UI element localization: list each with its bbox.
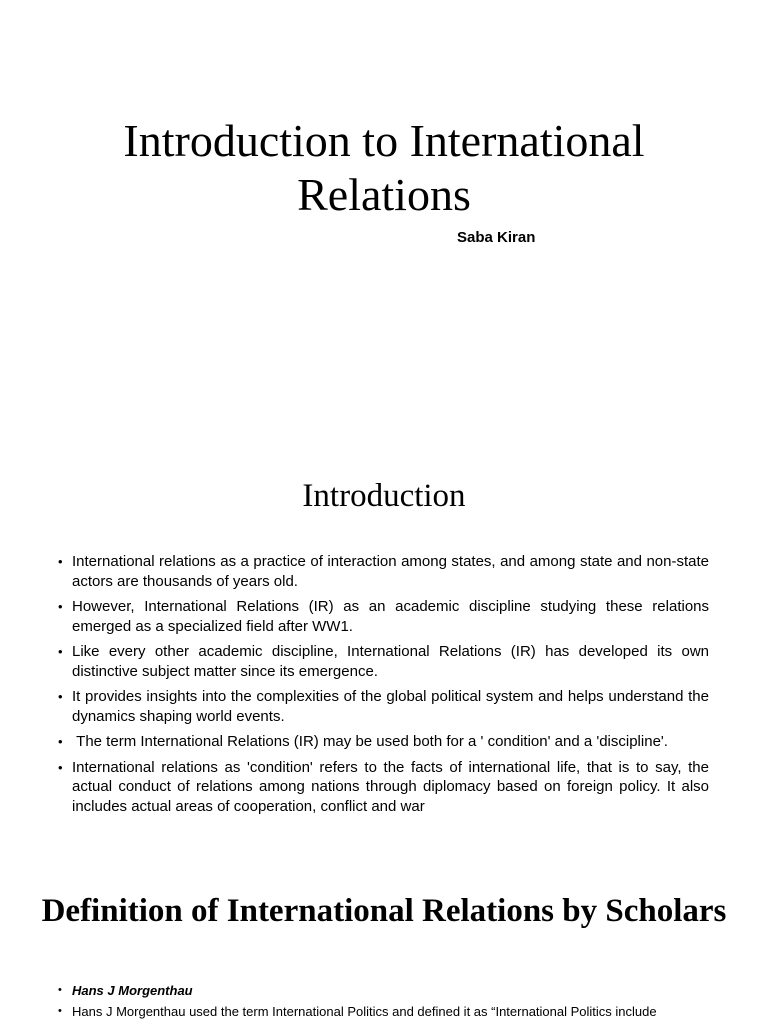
definitions-bullet-list: [56, 982, 709, 1024]
introduction-heading: Introduction: [302, 478, 466, 514]
bullet-item: [56, 642, 709, 681]
bullet-icon: •: [58, 554, 63, 569]
definitions-slide: [0, 860, 768, 1024]
bullet-item: [56, 982, 709, 999]
bullet-text: However, International Relations (IR) as an academic discipline studying these relations emerged as a specialized field after WW1.: [72, 598, 709, 635]
bullet-item: [56, 552, 709, 591]
scholar-name: Hans J Morgenthau: [72, 983, 193, 998]
bullet-icon: •: [58, 984, 62, 996]
introduction-slide: [0, 440, 768, 860]
bullet-icon: •: [58, 1005, 62, 1017]
bullet-icon: •: [58, 689, 63, 704]
bullet-item: [56, 1003, 709, 1020]
bullet-icon: •: [58, 734, 63, 749]
bullet-text: International relations as 'condition' refers to the facts of international life, that is to say, the actual conduct of relations among nations through diplomacy based on foreign policy. It also includes actual areas of cooperation, conflict and war: [72, 758, 709, 815]
bullet-icon: •: [58, 759, 63, 775]
bullet-item: [56, 758, 709, 817]
definitions-heading: Definition of International Relations by Scholars: [41, 893, 727, 929]
bullet-icon: •: [58, 644, 63, 659]
bullet-item: [56, 597, 709, 636]
introduction-bullet-list: [56, 552, 709, 822]
bullet-text: It provides insights into the complexities of the global political system and helps understand the dynamics shaping world events.: [72, 688, 709, 725]
bullet-text: The term International Relations (IR) may be used both for a ' condition' and a 'discipline'.: [72, 733, 668, 750]
bullet-icon: •: [58, 599, 63, 614]
title-slide: [0, 0, 768, 440]
bullet-item: [56, 687, 709, 726]
bullet-item: [56, 732, 709, 752]
presentation-title: Introduction to International Relations: [123, 115, 645, 220]
author-name: Saba Kiran: [457, 229, 536, 246]
bullet-text: International relations as a practice of interaction among states, and among state and non-state actors are thousands of years old.: [72, 553, 709, 590]
bullet-text: Like every other academic discipline, International Relations (IR) has developed its own distinctive subject matter since its emergence.: [72, 643, 709, 680]
definition-text: Hans J Morgenthau used the term International Politics and defined it as “International Politics include: [72, 1004, 657, 1019]
